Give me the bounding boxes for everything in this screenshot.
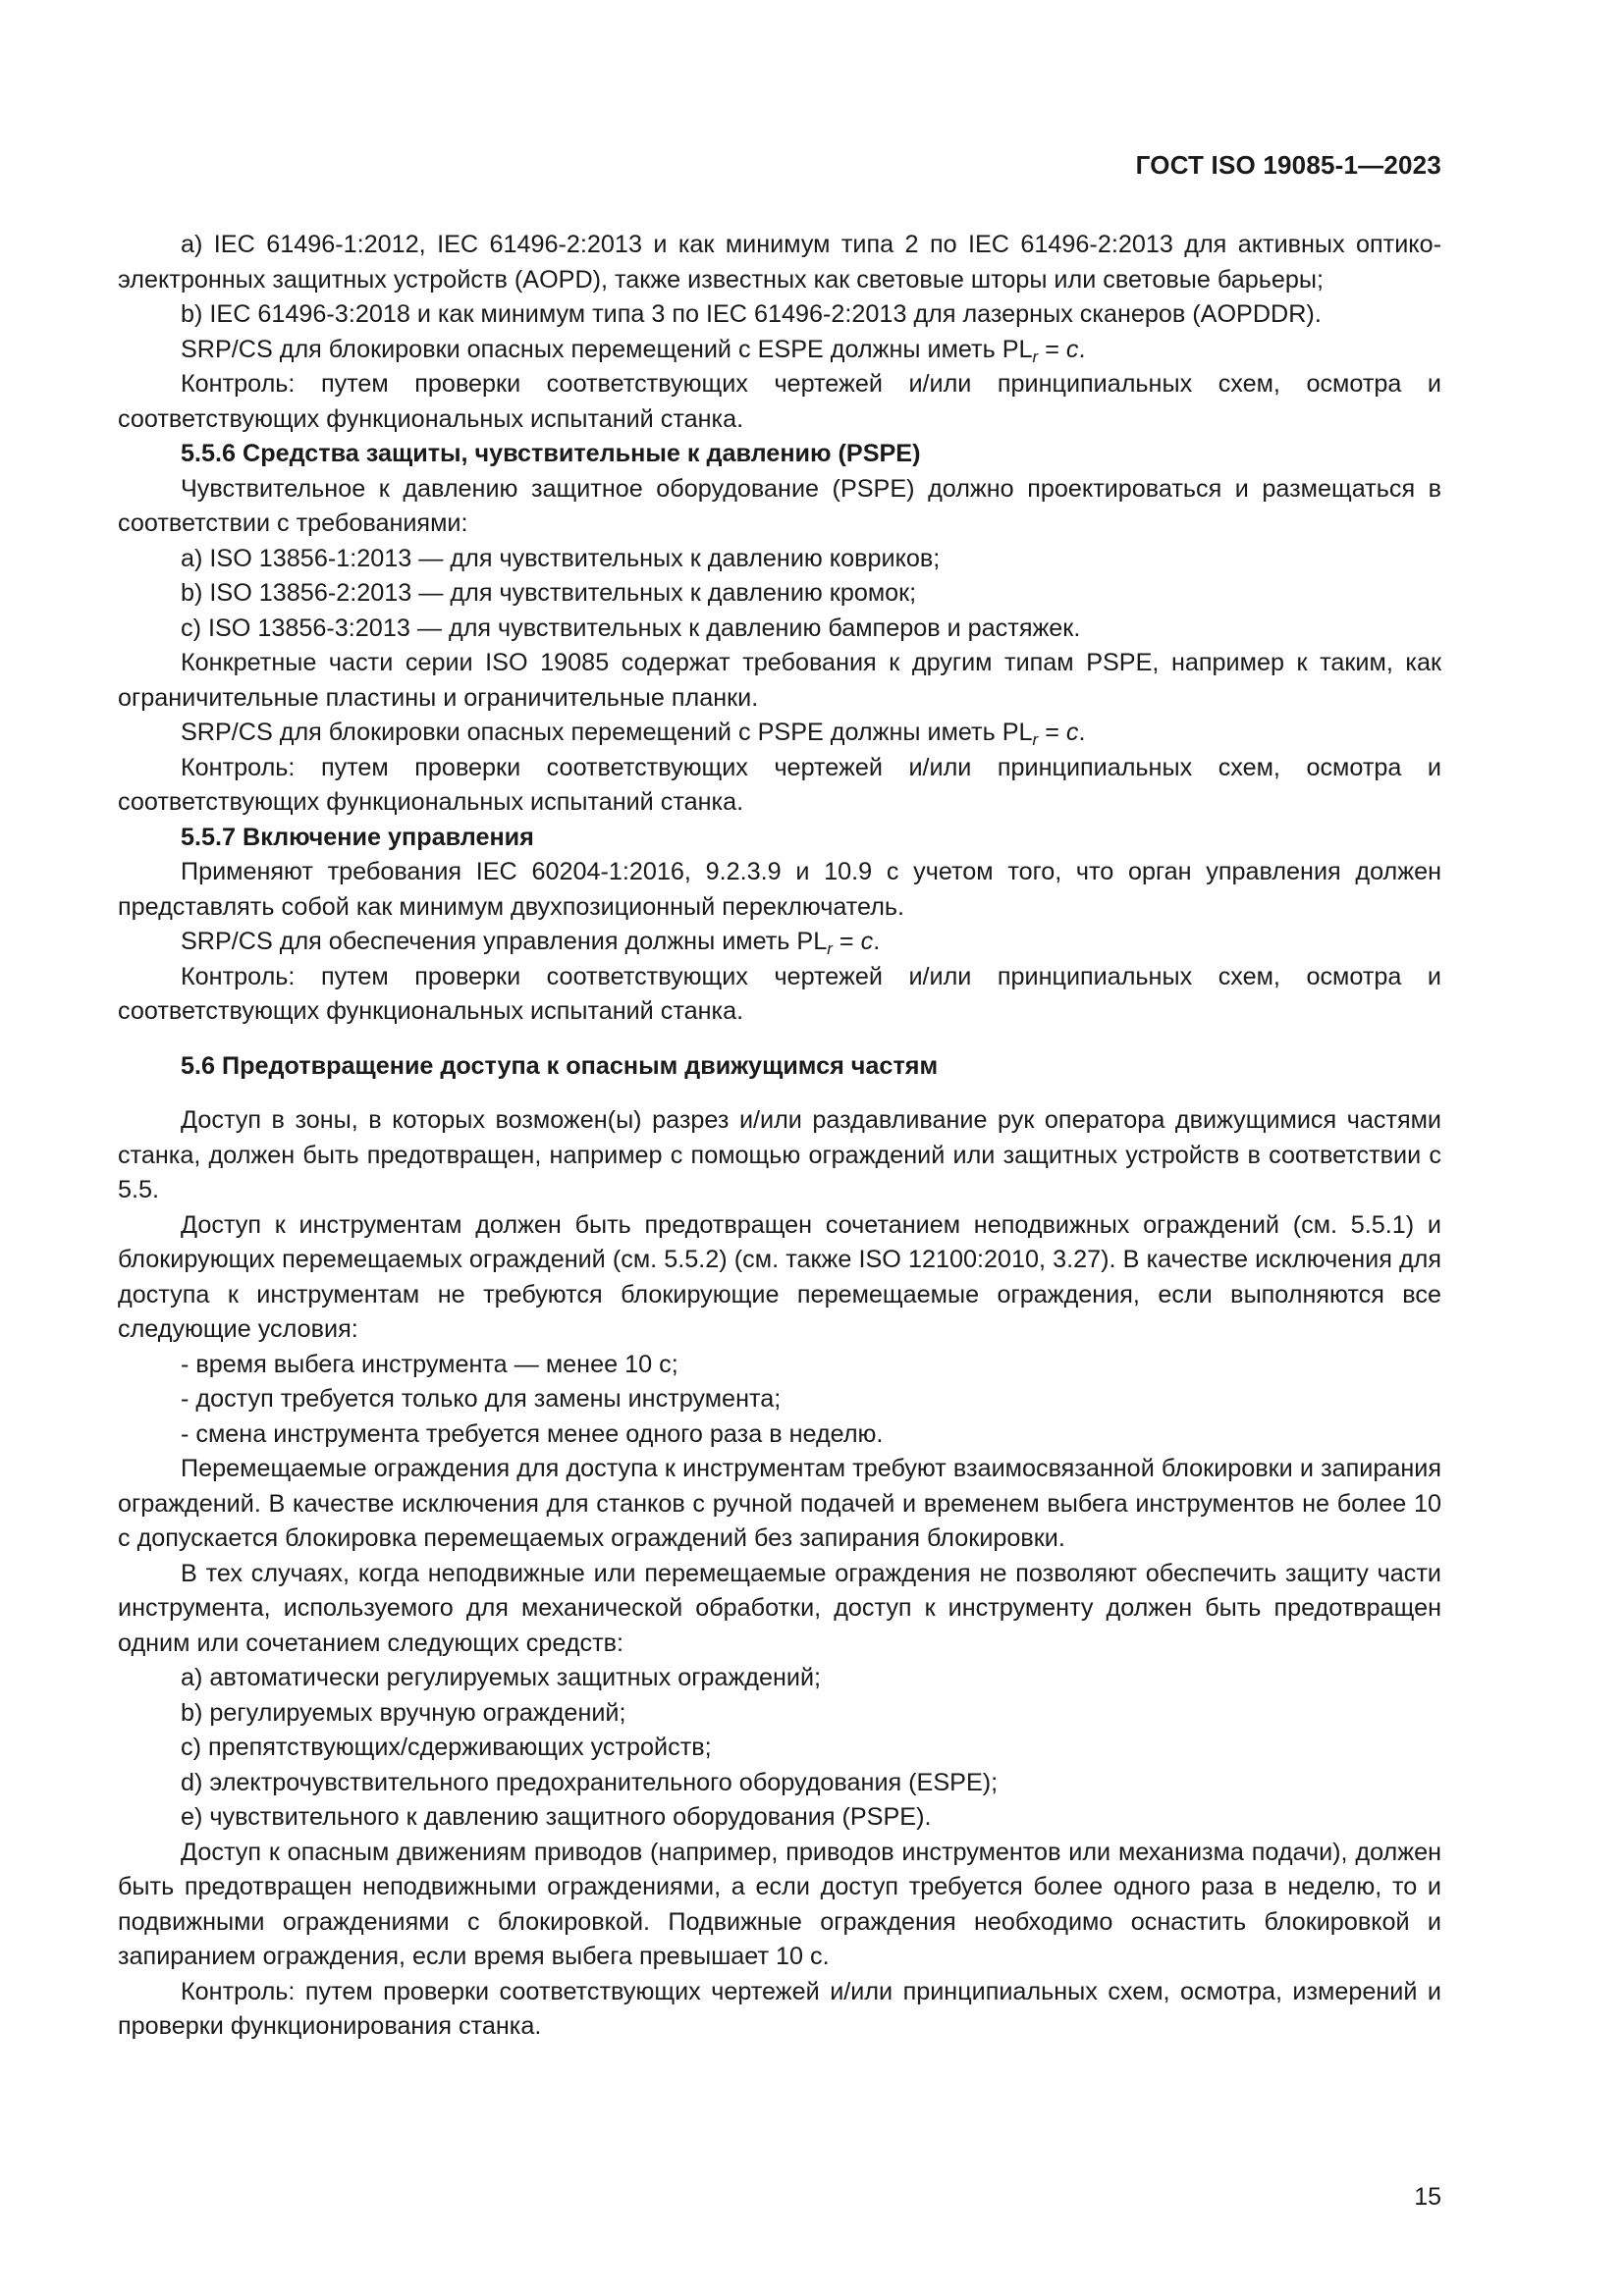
list-item: а) ISO 13856-1:2013 — для чувствительных к давлению ковриков; (181, 544, 941, 572)
pl-requirement-text: SRP/CS для обеспечения управления должны иметь PL (181, 928, 828, 955)
pl-equals: = (1038, 719, 1066, 746)
section-heading-5-6: 5.6 Предотвращение доступа к опасным движущимся частям (181, 1051, 939, 1080)
pl-value: c (1065, 335, 1079, 363)
section-heading-5-5-6: 5.5.6 Средства защиты, чувствительные к давлению (PSPE) (181, 440, 921, 467)
list-item: b) регулируемых вручную ограждений; (181, 1698, 626, 1727)
paragraph: Доступ к инструментам должен быть предотвращен сочетанием неподвижных ограждений (см. 5.5.1) и блокирующих перемещаемых ограждений (см. 5.5.2) (см. также ISO 12100:2010, 3.27). В качестве исключения для доступа к инструментам не требуются блокирующие перемещаемые ограждения, если выполняются все следующие условия: (118, 1210, 1441, 1343)
page-number: 15 (1414, 2183, 1441, 2211)
paragraph: Доступ в зоны, в которых возможен(ы) разрез и/или раздавливание рук оператора движущимися частями станка, должен быть предотвращен, например с помощью ограждений или защитных устройств в соответствии с 5.5. (118, 1106, 1441, 1203)
paragraph (118, 925, 1441, 960)
pl-equals: = (832, 928, 861, 955)
paragraph: Контроль: путем проверки соответствующих чертежей и/или принципиальных схем, осмотра, измерений и проверки функционирования станка. (118, 1977, 1441, 2040)
list-item: с) ISO 13856-3:2013 — для чувствительных к давлению бамперов и растяжек. (181, 614, 1081, 642)
pl-value: c (1065, 719, 1079, 746)
pl-period: . (1078, 719, 1086, 746)
pl-subscript: r (1032, 347, 1039, 366)
pl-period: . (1078, 335, 1086, 363)
dash-list-item: - смена инструмента требуется менее одного раза в неделю. (181, 1419, 884, 1448)
document-header: ГОСТ ISO 19085-1—2023 (1135, 150, 1441, 180)
dash-list-item: - время выбега инструмента — менее 10 с; (181, 1350, 678, 1378)
paragraph: Контроль: путем проверки соответствующих чертежей и/или принципиальных схем, осмотра и соответствующих функциональных испытаний станка. (118, 962, 1441, 1025)
list-item: с) препятствующих/сдерживающих устройств; (181, 1734, 712, 1761)
list-item: е) чувствительного к давлению защитного оборудования (PSPE). (181, 1803, 932, 1831)
paragraph: а) IEC 61496-1:2012, IEC 61496-2:2013 и как минимум типа 2 по IEC 61496-2:2013 для активных оптико-электронных защитных устройств (AOPD), также известных как световые шторы или световые барьеры; (118, 231, 1441, 294)
pl-requirement-text: SRP/CS для блокировки опасных перемещений с PSPE должны иметь PL (181, 719, 1033, 746)
section-heading-5-5-7: 5.5.7 Включение управления (181, 823, 534, 851)
paragraph: Конкретные части серии ISO 19085 содержат требования к другим типам PSPE, например к таким, как ограничительные пластины и ограничительные планки. (118, 649, 1441, 712)
list-item: b) ISO 13856-2:2013 — для чувствительных к давлению кромок; (181, 579, 917, 607)
document-body (118, 228, 1441, 2045)
paragraph: Применяют требования IEC 60204-1:2016, 9.2.3.9 и 10.9 с учетом того, что орган управления должен представлять собой как минимум двухпозиционный переключатель. (118, 858, 1441, 921)
pl-equals: = (1038, 335, 1066, 363)
pl-requirement-text: SRP/CS для блокировки опасных перемещений с ESPE должны иметь PL (181, 335, 1033, 363)
pl-subscript: r (827, 939, 833, 958)
paragraph: В тех случаях, когда неподвижные или перемещаемые ограждения не позволяют обеспечить защиту части инструмента, используемого для механической обработки, доступ к инструменту должен быть предотвращен одним или сочетанием следующих средств: (118, 1559, 1441, 1657)
paragraph: Контроль: путем проверки соответствующих чертежей и/или принципиальных схем, осмотра и соответствующих функциональных испытаний станка. (118, 370, 1441, 433)
paragraph (118, 333, 1441, 368)
paragraph (118, 716, 1441, 751)
paragraph: Чувствительное к давлению защитное оборудование (PSPE) должно проектироваться и размещаться в соответствии с требованиями: (118, 474, 1441, 537)
pl-value: c (860, 928, 874, 955)
list-item: d) электрочувствительного предохранительного оборудования (ESPE); (181, 1768, 999, 1796)
dash-list-item: - доступ требуется только для замены инструмента; (181, 1385, 782, 1413)
paragraph: b) IEC 61496-3:2018 и как минимум типа 3 по IEC 61496-2:2013 для лазерных сканеров (AOPDDR). (181, 300, 1322, 328)
paragraph: Перемещаемые ограждения для доступа к инструментам требуют взаимосвязанной блокировки и запирания ограждений. В качестве исключения для станков с ручной подачей и временем выбега инструментов не более 10 с допускается блокировка перемещаемых ограждений без запирания блокировки. (118, 1455, 1441, 1552)
paragraph: Контроль: путем проверки соответствующих чертежей и/или принципиальных схем, осмотра и соответствующих функциональных испытаний станка. (118, 753, 1441, 816)
list-item: а) автоматически регулируемых защитных ограждений; (181, 1664, 822, 1691)
pl-subscript: r (1032, 730, 1039, 749)
paragraph: Доступ к опасным движениям приводов (например, приводов инструментов или механизма подачи), должен быть предотвращен неподвижными ограждениями, а если доступ требуется более одного раза в неделю, то и подвижными ограждениями с блокировкой. Подвижные ограждения необходимо оснастить блокировкой и запиранием ограждения, если время выбега превышает 10 с. (118, 1838, 1441, 1970)
pl-period: . (873, 928, 881, 955)
